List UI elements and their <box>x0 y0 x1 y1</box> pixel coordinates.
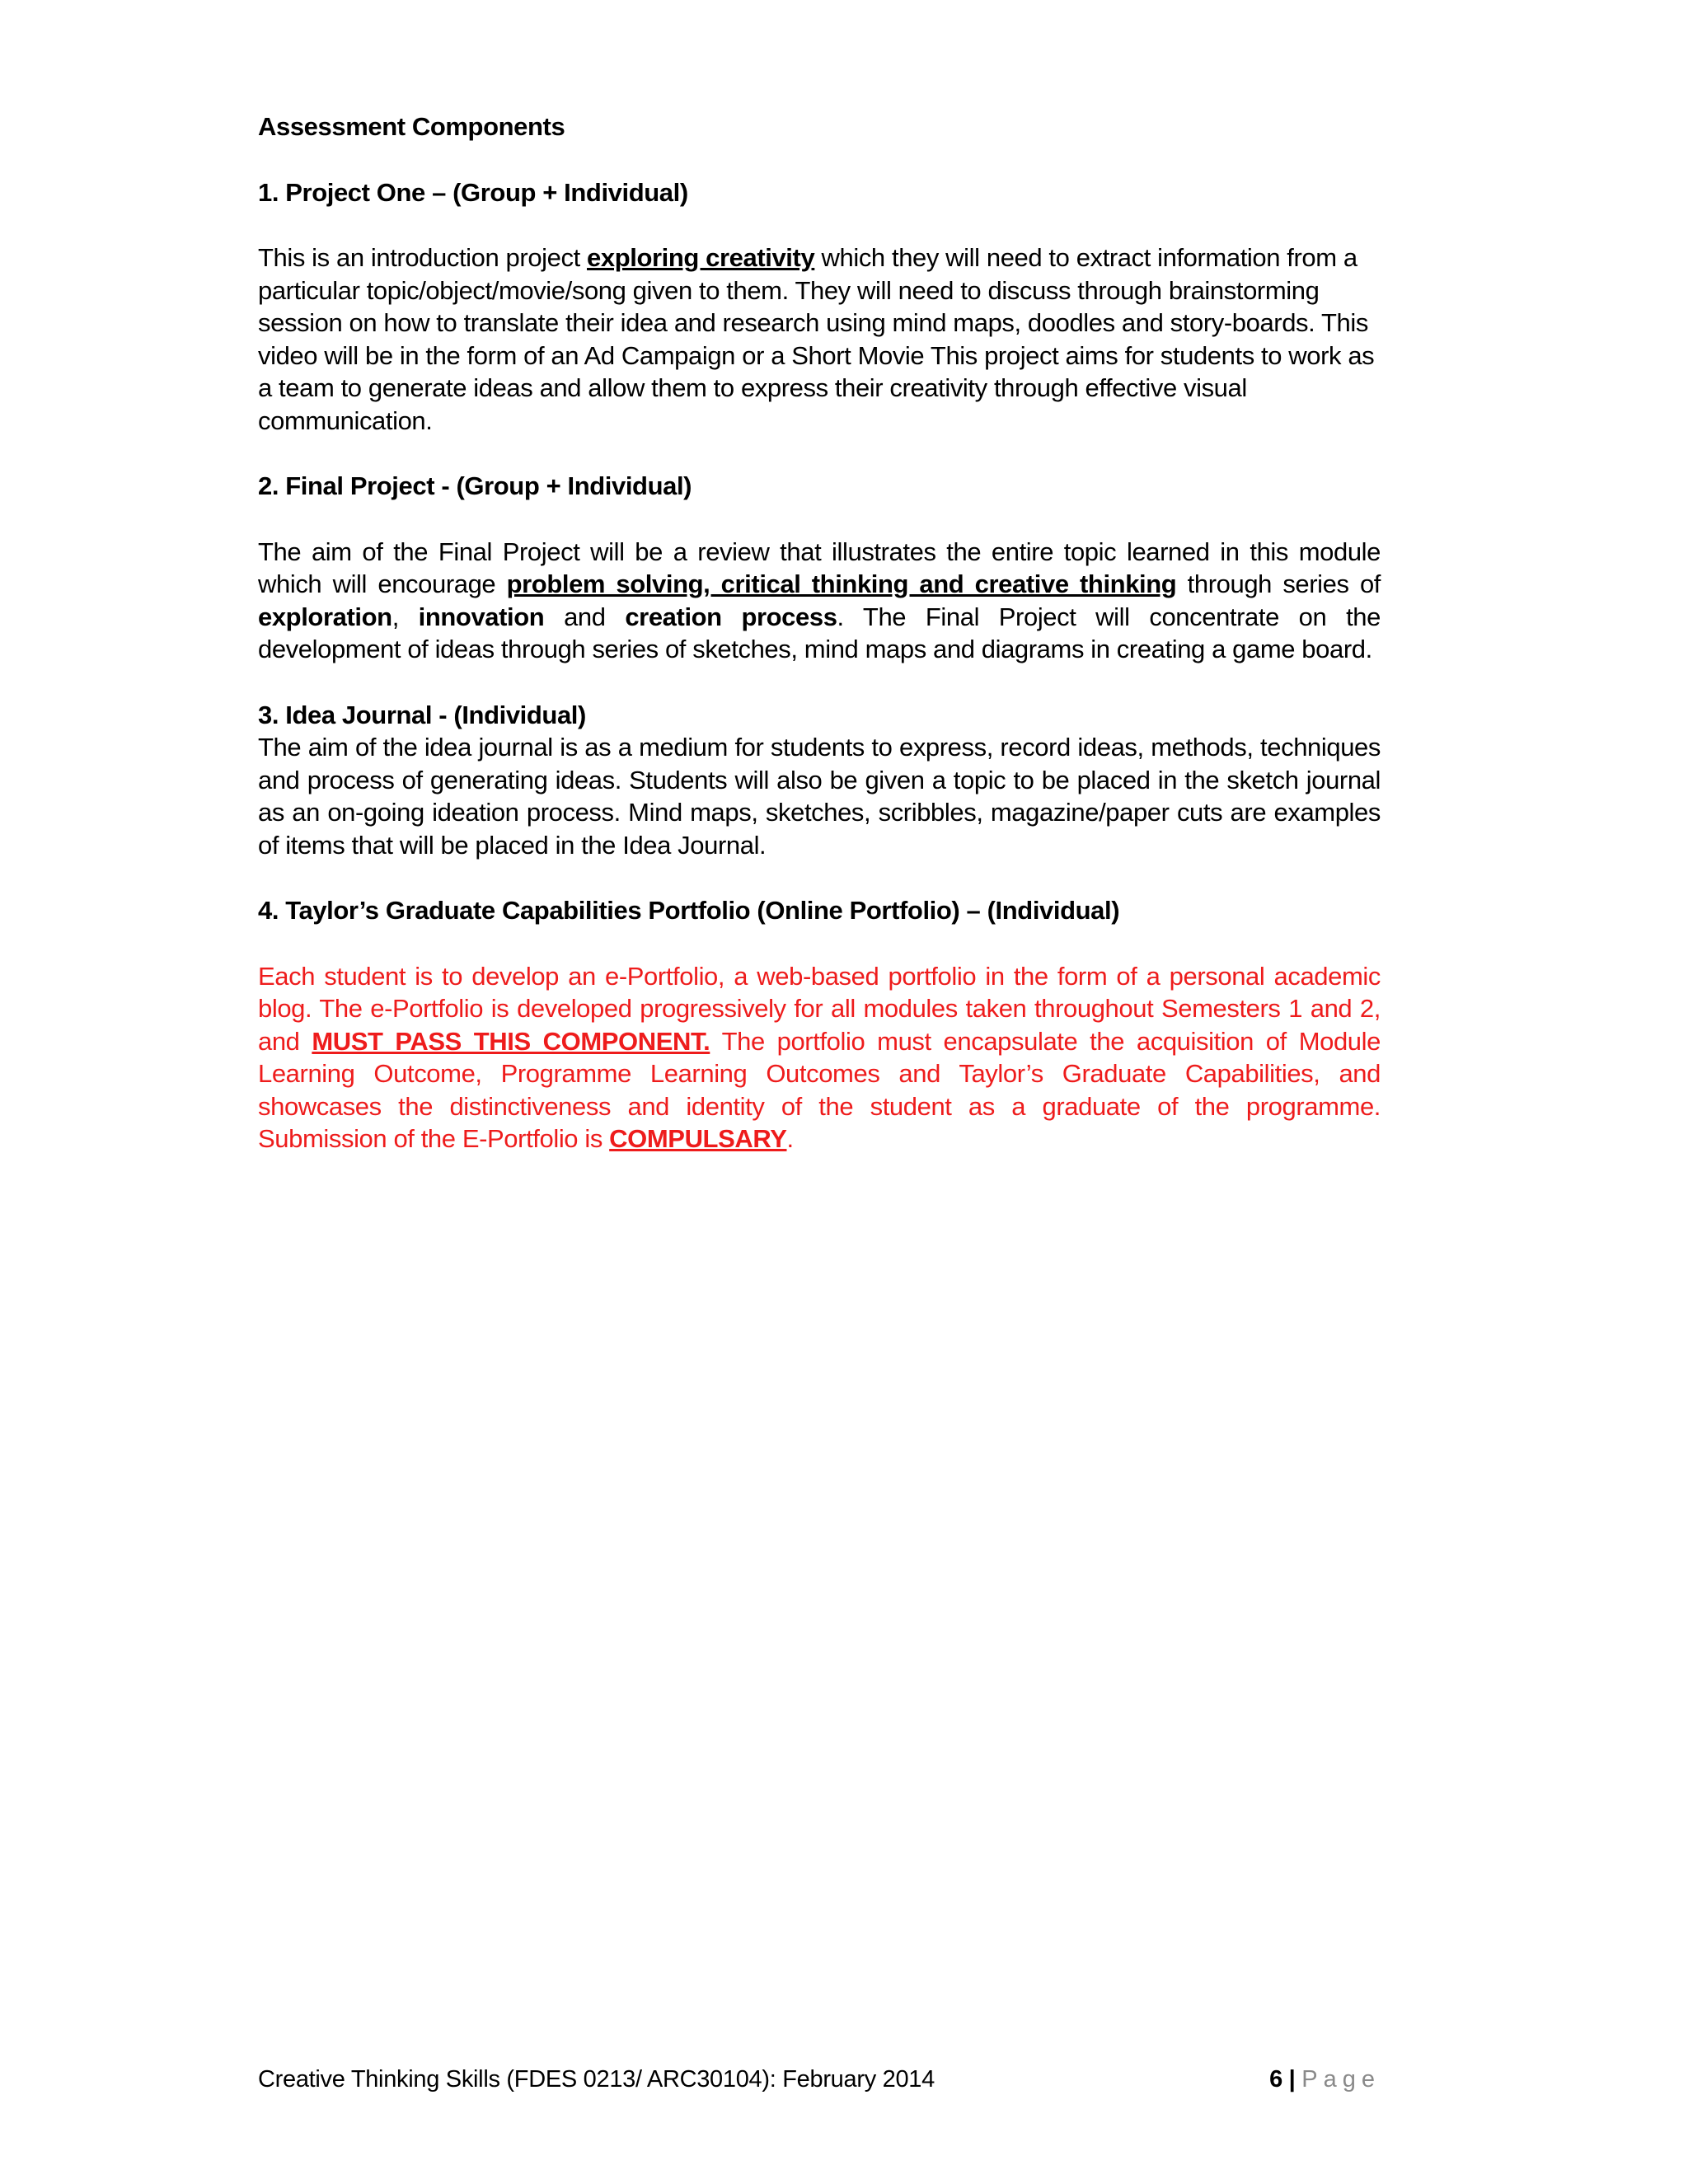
page-number: 6 <box>1269 2066 1282 2093</box>
footer-course-title: Creative Thinking Skills (FDES 0213/ ARC30104): February 2014 <box>258 2066 935 2093</box>
document-body <box>258 110 1381 1188</box>
emphasis-text: problem solving, critical thinking and creative thinking <box>506 569 1177 598</box>
section-title-project-one: 1. Project One – (Group + Individual) <box>258 177 688 207</box>
text-run: . <box>786 1124 794 1153</box>
page-indicator <box>1269 2063 1381 2096</box>
section-title-portfolio: 4. Taylor’s Graduate Capabilities Portfolio (Online Portfolio) – (Individual) <box>258 896 1120 925</box>
bold-text: exploration <box>258 602 392 631</box>
section-paragraph-final-project <box>258 536 1381 666</box>
bold-text: innovation <box>418 602 545 631</box>
text-run: which they will need to extract information from a particular topic/object/movie/song given to them. They will need to discuss through brainstorming session on how to translate their idea and research using mind maps, doodles and story-boards. This video will be in the form of an Ad Campaign or a Short Movie This project aims for students to work as a team to generate ideas and allow them to express their creativity through effective visual communication. <box>258 243 1375 435</box>
text-run: , <box>392 602 419 631</box>
emphasis-text: COMPULSARY <box>609 1124 787 1153</box>
page-heading: Assessment Components <box>258 112 565 141</box>
bold-text: creation process <box>625 602 837 631</box>
text-run: Each student is to develop an e-Portfolio, a web-based portfolio in the form of a personal academic blog. The e-Portfolio is developed progressively for all modules taken throughout Semesters 1 and 2, and <box>258 961 1381 1056</box>
page-footer <box>258 2063 1381 2096</box>
text-run: This is an introduction project <box>258 243 588 272</box>
section-title-idea-journal: 3. Idea Journal - (Individual) <box>258 700 586 729</box>
text-run: . The Final Project will concentrate on the development of ideas through series of sketches, mind maps and diagrams in creating a game board. <box>258 602 1381 663</box>
text-run: The portfolio must encapsulate the acquisition of Module Learning Outcome, Programme Learning Outcomes and Taylor’s Graduate Capabilities, and showcases the distinctiveness and identity of the student as a graduate of the programme. Submission of the E-Portfolio is <box>258 1026 1381 1153</box>
page-label: Page <box>1301 2066 1381 2093</box>
text-run: The aim of the Final Project will be a review that illustrates the entire topic learned in this module which will encourage <box>258 537 1381 598</box>
page-separator: | <box>1288 2066 1296 2093</box>
text-run: and <box>544 602 626 631</box>
emphasis-text: exploring creativity <box>587 243 815 272</box>
text-run: through series of <box>1176 569 1381 598</box>
emphasis-text: MUST PASS THIS COMPONENT. <box>312 1026 710 1056</box>
section-paragraph-idea-journal: The aim of the idea journal is as a medium for students to express, record ideas, methods, techniques and process of generating ideas. Students will also be given a topic to be placed in the sketch journal as an on-going ideation process. Mind maps, sketches, scribbles, magazine/paper cuts are examples of items that will be placed in the Idea Journal. <box>258 733 1381 860</box>
section-paragraph-project-one <box>258 241 1381 437</box>
section-title-final-project: 2. Final Project - (Group + Individual) <box>258 471 692 500</box>
section-paragraph-portfolio <box>258 960 1381 1155</box>
